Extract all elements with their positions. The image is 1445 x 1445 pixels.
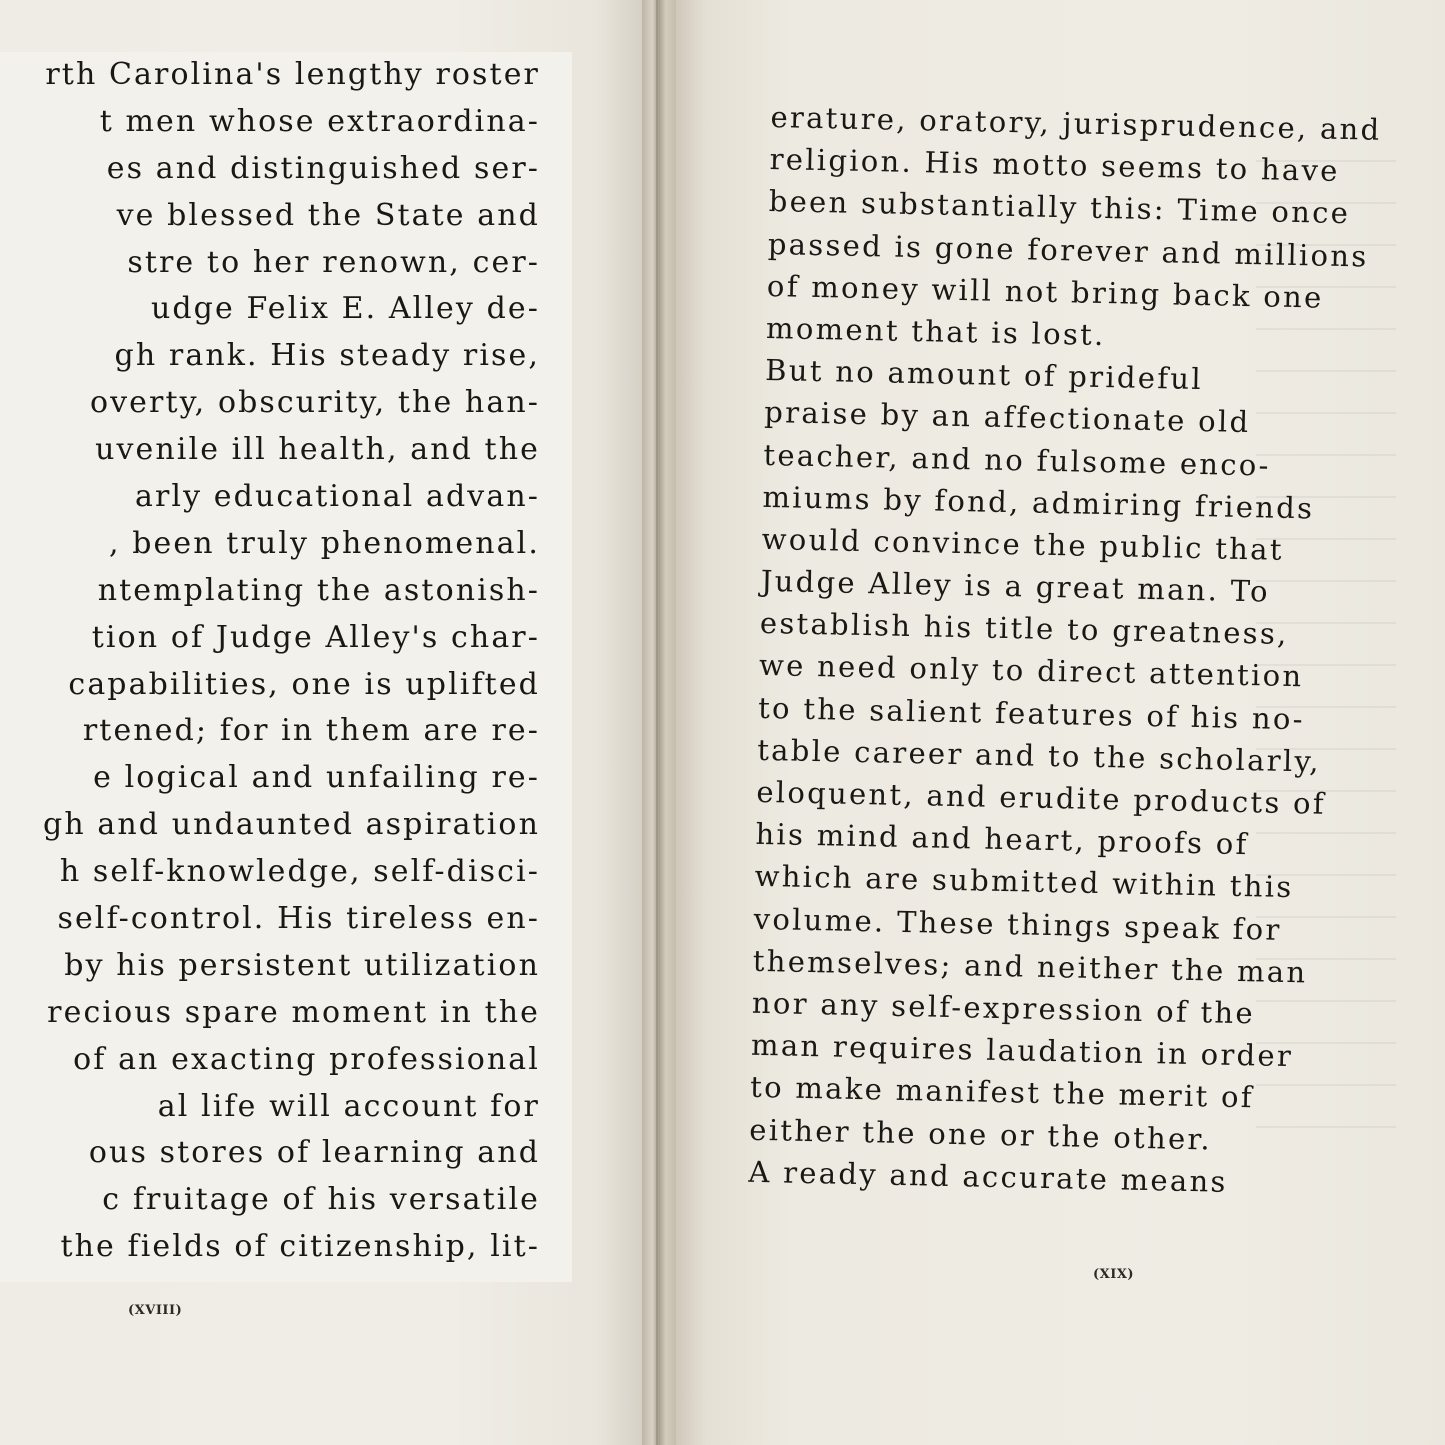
gutter-fold-line: [656, 0, 658, 1445]
text-line: establish his title to greatness,: [759, 606, 1289, 652]
text-line: table career and to the scholarly,: [756, 732, 1322, 779]
text-line: to make manifest the merit of: [749, 1070, 1255, 1115]
text-line: ve blessed the State and: [116, 197, 540, 233]
text-line: eloquent, and erudite products of: [756, 774, 1327, 821]
text-line: arly educational advan-: [134, 479, 540, 515]
text-line: moment that is lost.: [765, 310, 1106, 352]
text-line: praise by an affectionate old: [764, 395, 1251, 440]
text-line: either the one or the other.: [749, 1112, 1213, 1156]
text-line: stre to her renown, cer-: [127, 244, 540, 280]
text-line: gh and undaunted aspiration: [43, 807, 540, 843]
text-line: miums by fond, admiring friends: [762, 479, 1315, 526]
text-line: man requires laudation in order: [750, 1027, 1294, 1074]
right-page-text: [748, 96, 1382, 1205]
text-line: of money will not bring back one: [766, 268, 1324, 315]
text-line: al life will account for: [157, 1088, 540, 1124]
text-line: h self-knowledge, self-disci-: [59, 854, 540, 890]
text-line: gh rank. His steady rise,: [114, 338, 540, 374]
right-page: [676, 0, 1445, 1445]
text-line: Judge Alley is a great man. To: [760, 563, 1271, 609]
text-line: uvenile ill health, and the: [95, 432, 540, 468]
text-line: recious spare moment in the: [47, 994, 540, 1030]
text-line: ous stores of learning and: [88, 1135, 540, 1171]
text-line: which are submitted within this: [754, 859, 1294, 905]
text-line: religion. His motto seems to have: [769, 142, 1341, 189]
text-line: A ready and accurate means: [748, 1154, 1229, 1199]
text-line: c fruitage of his versatile: [102, 1182, 540, 1218]
text-line: But no amount of prideful: [764, 353, 1204, 397]
text-line: we need only to direct attention: [758, 648, 1304, 694]
text-line: teacher, and no fulsome enco-: [763, 437, 1272, 483]
left-page-text: [0, 52, 572, 1282]
text-line: udge Felix E. Alley de-: [150, 291, 540, 327]
left-page: [0, 0, 642, 1445]
text-line: of an exacting professional: [73, 1041, 540, 1077]
text-line: tion of Judge Alley's char-: [91, 619, 540, 655]
text-line: ntemplating the astonish-: [97, 572, 540, 608]
text-line: the fields of citizenship, lit-: [60, 1229, 540, 1265]
text-line: es and distinguished ser-: [106, 150, 540, 186]
text-line: rth Carolina's lengthy roster: [45, 57, 540, 92]
right-page-number: (XIX): [1093, 1267, 1135, 1282]
text-line: themselves; and neither the man: [752, 943, 1308, 990]
text-line: overty, obscurity, the han-: [89, 385, 540, 421]
text-line: volume. These things speak for: [753, 901, 1283, 947]
text-line: erature, oratory, jurisprudence, and: [770, 99, 1382, 147]
text-line: t men whose extraordina-: [99, 103, 540, 139]
text-line: been substantially this: Time once: [768, 184, 1351, 231]
book-gutter: [642, 0, 676, 1445]
text-line: his mind and heart, proofs of: [755, 817, 1249, 862]
text-line: would convince the public that: [761, 521, 1285, 567]
text-line: by his persistent utilization: [64, 947, 540, 983]
text-line: rtened; for in them are re-: [82, 713, 540, 749]
text-line: passed is gone forever and millions: [767, 226, 1369, 274]
left-page-number: (XVIII): [128, 1303, 183, 1318]
text-line: nor any self-expression of the: [751, 985, 1256, 1031]
text-line: to the salient features of his no-: [757, 690, 1306, 736]
text-line: capabilities, one is uplifted: [68, 666, 540, 702]
text-line: e logical and unfailing re-: [93, 760, 540, 796]
text-line: self-control. His tireless en-: [57, 901, 540, 937]
text-line: , been truly phenomenal.: [108, 525, 540, 561]
